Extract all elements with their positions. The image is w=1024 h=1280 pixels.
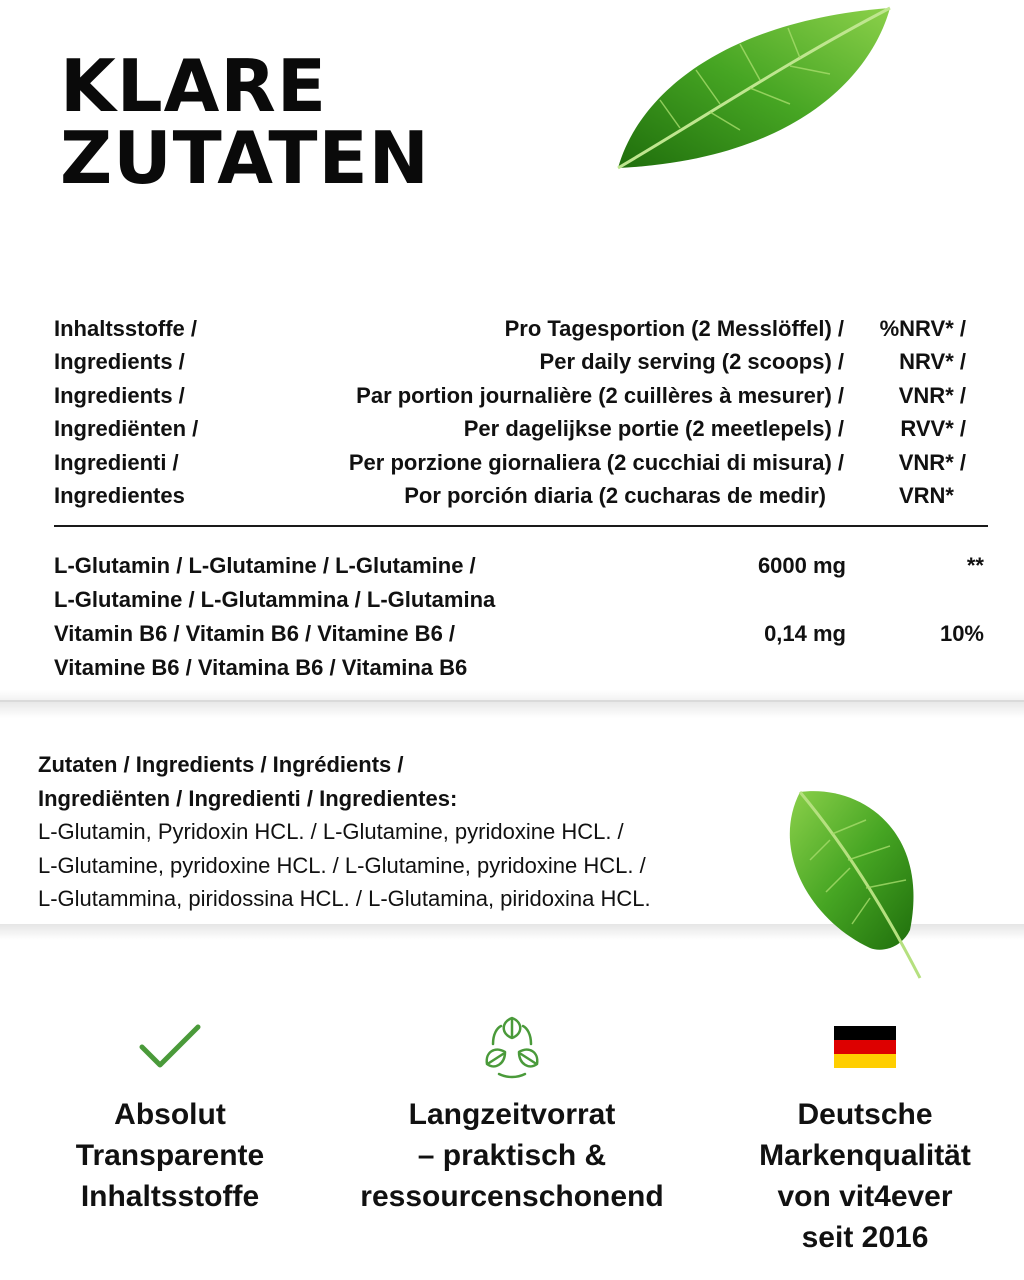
row-nrv: **: [966, 553, 984, 578]
feature-text-line: Deutsche: [797, 1098, 933, 1131]
leaf-decoration-top: [600, 0, 900, 180]
table-header-row: [54, 446, 988, 480]
row-nrv: 10%: [939, 621, 984, 646]
feature-text: [705, 1094, 1024, 1258]
table-divider: [54, 525, 988, 527]
ingredients-list: [38, 748, 758, 916]
row-ingredient: [54, 617, 674, 685]
table-header-row: [54, 480, 988, 514]
ingredients-line: L-Glutamin, Pyridoxin HCL. / L-Glutamine, pyridoxine HCL. /: [38, 819, 624, 844]
feature-text-line: Transparente: [75, 1139, 265, 1172]
nutrition-table: [54, 312, 988, 685]
row-ingredient-line-1: L-Glutamin / L-Glutamine / L-Glutamine /: [54, 553, 476, 578]
feature-text: [352, 1094, 672, 1217]
feature-text-line: Inhaltsstoffe: [80, 1180, 260, 1213]
table-row: [54, 617, 988, 685]
header-serving: Pro Tagesportion (2 Messlöffel) /: [504, 315, 844, 341]
header-nrv: VNR* /: [898, 449, 966, 475]
feature-longterm-supply: [352, 1012, 672, 1217]
row-ingredient-line-1: Vitamin B6 / Vitamin B6 / Vitamine B6 /: [54, 621, 456, 646]
header-nrv: NRV* /: [899, 349, 966, 375]
header-nrv: %NRV* /: [879, 315, 966, 341]
header-nrv: RVV* /: [900, 416, 966, 442]
checkmark-icon: [138, 1023, 202, 1071]
title-line-1: KLARE: [60, 44, 328, 128]
row-ingredient-line-2: Vitamine B6 / Vitamina B6 / Vitamina B6: [54, 655, 468, 680]
ingredients-heading-1: Zutaten / Ingredients / Ingrédients /: [38, 752, 404, 777]
ingredients-line: L-Glutamine, pyridoxine HCL. / L-Glutamine, pyridoxine HCL. /: [38, 852, 646, 878]
feature-transparent: [10, 1012, 330, 1217]
table-row: [54, 549, 988, 617]
header-serving: Per daily serving (2 scoops) /: [539, 349, 844, 375]
ingredients-line: L-Glutammina, piridossina HCL. / L-Glutamina, piridoxina HCL.: [38, 886, 651, 911]
header-nrv: VNR* /: [898, 382, 966, 408]
row-ingredient: [54, 549, 674, 617]
german-flag-icon: [834, 1026, 896, 1068]
header-ingredient: Ingrediënten /: [54, 416, 199, 442]
feature-text-line: – praktisch &: [417, 1139, 607, 1172]
section-shadow: [0, 700, 1024, 718]
row-amount: 0,14 mg: [764, 621, 846, 646]
header-nrv: VRN*: [898, 483, 954, 509]
header-ingredient: Ingredientes: [54, 483, 185, 509]
header-serving: Per dagelijkse portie (2 meetlepels) /: [463, 416, 844, 442]
leaf-cycle-icon: [479, 1014, 545, 1080]
feature-text-line: Langzeitvorrat: [408, 1098, 616, 1131]
feature-text-line: Markenqualität: [759, 1139, 971, 1172]
ingredients-heading-2: Ingrediënten / Ingredienti / Ingredientes:: [38, 785, 458, 811]
header-serving: Per porzione giornaliera (2 cucchiai di misura) /: [348, 449, 844, 475]
table-header-row: [54, 346, 988, 380]
header-serving: Par portion journalière (2 cuillères à mesurer) /: [356, 382, 844, 408]
table-header-row: [54, 379, 988, 413]
leaf-decoration-middle: [770, 780, 940, 990]
table-header-row: [54, 312, 988, 346]
header-ingredient: Ingredients /: [54, 349, 185, 375]
feature-text-line: ressourcenschonend: [360, 1180, 664, 1213]
header-serving: Por porción diaria (2 cucharas de medir): [404, 483, 826, 509]
header-ingredient: Ingredients /: [54, 382, 185, 408]
feature-text-line: seit 2016: [801, 1221, 929, 1254]
feature-text-line: Absolut: [114, 1098, 226, 1131]
row-ingredient-line-2: L-Glutamine / L-Glutammina / L-Glutamina: [54, 587, 496, 612]
table-header-row: [54, 413, 988, 447]
page-title: [60, 44, 430, 200]
feature-text-line: von vit4ever: [777, 1180, 953, 1213]
header-ingredient: Ingredienti /: [54, 449, 179, 475]
title-line-2: ZUTATEN: [60, 116, 430, 200]
row-amount: 6000 mg: [757, 553, 846, 578]
header-ingredient: Inhaltsstoffe /: [54, 315, 198, 341]
feature-german-quality: [705, 1012, 1024, 1258]
feature-text: [10, 1094, 330, 1217]
